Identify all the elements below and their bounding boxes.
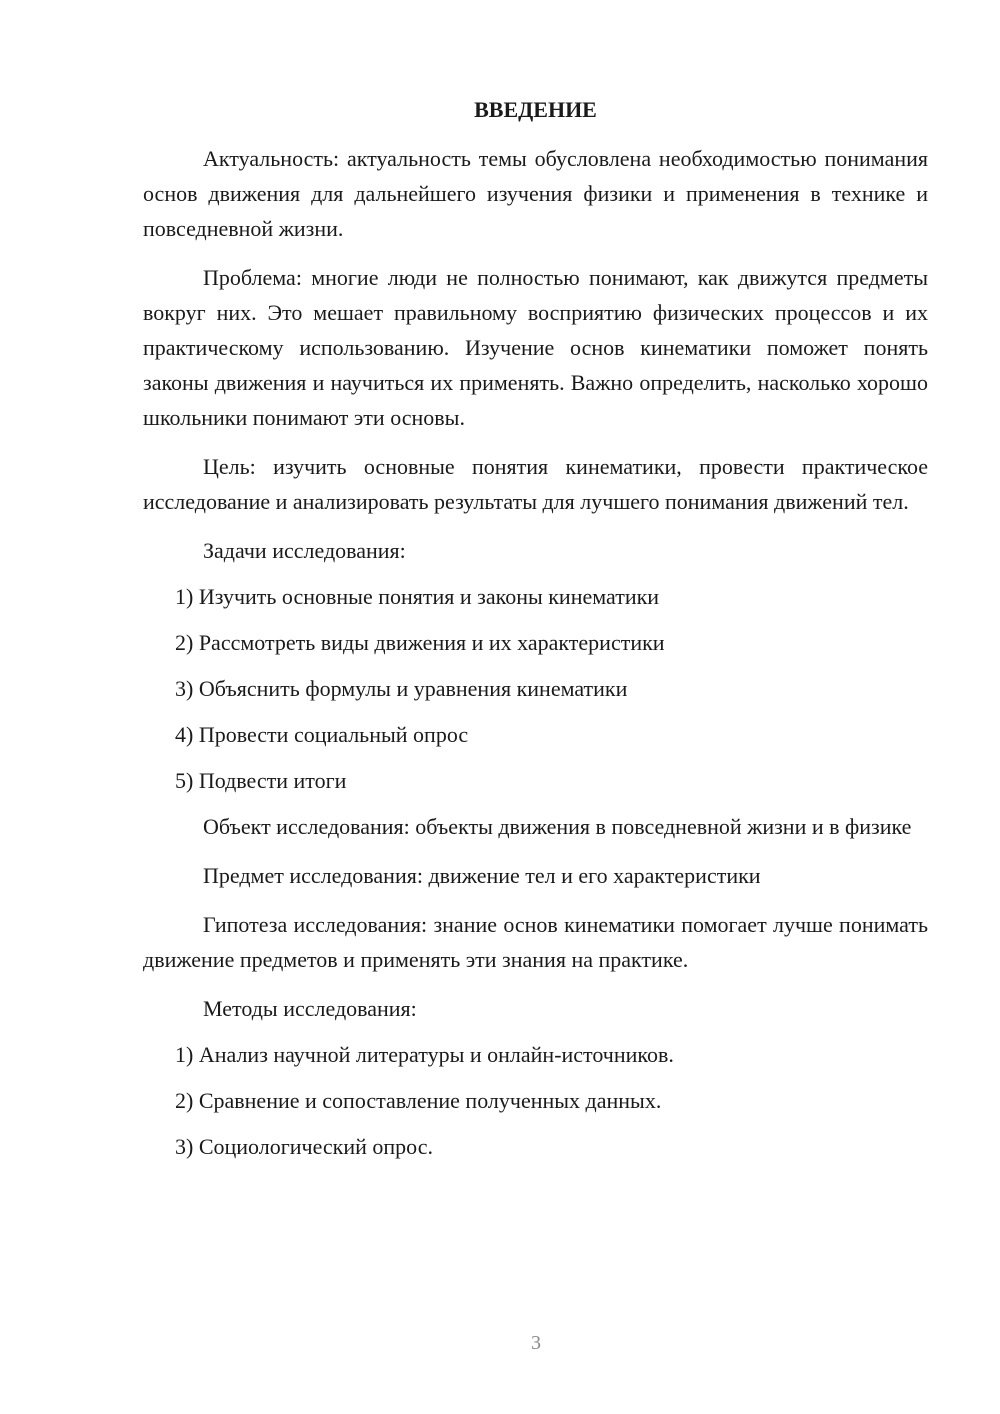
list-item: 2) Сравнение и сопоставление полученных данных. (175, 1088, 662, 1113)
relevance-paragraph: Актуальность: актуальность темы обусловлена необходимостью понимания основ движения для дальнейшего изучения физики и применения в технике и повседневной жизни. (143, 146, 928, 241)
methods-list (143, 1037, 928, 1164)
page-content (143, 92, 928, 1175)
list-item: 3) Объяснить формулы и уравнения кинематики (175, 676, 628, 701)
list-item: 1) Изучить основные понятия и законы кинематики (175, 584, 660, 609)
hypothesis-paragraph: Гипотеза исследования: знание основ кинематики помогает лучше понимать движение предметов и применять эти знания на практике. (143, 912, 928, 972)
list-item: 2) Рассмотреть виды движения и их характеристики (175, 630, 665, 655)
methods-heading: Методы исследования: (203, 996, 417, 1021)
list-item: 4) Провести социальный опрос (175, 722, 469, 747)
list-item: 1) Анализ научной литературы и онлайн-источников. (175, 1042, 674, 1067)
page-number: 3 (531, 1332, 541, 1354)
list-item: 3) Социологический опрос. (175, 1134, 433, 1159)
problem-paragraph: Проблема: многие люди не полностью понимают, как движутся предметы вокруг них. Это мешает правильному восприятию физических процессов и их практическому использованию. Изучение основ кинематики поможет понять законы движения и научиться их применять. Важно определить, насколько хорошо школьники понимают эти основы. (143, 265, 928, 430)
section-title: ВВЕДЕНИЕ (474, 97, 597, 122)
list-item: 5) Подвести итоги (175, 768, 347, 793)
tasks-list (143, 579, 928, 798)
subject-paragraph: Предмет исследования: движение тел и его характеристики (203, 863, 761, 888)
object-paragraph: Объект исследования: объекты движения в повседневной жизни и в физике (203, 814, 912, 839)
goal-paragraph: Цель: изучить основные понятия кинематики, провести практическое исследование и анализировать результаты для лучшего понимания движений тел. (143, 454, 928, 514)
tasks-heading: Задачи исследования: (203, 538, 406, 563)
